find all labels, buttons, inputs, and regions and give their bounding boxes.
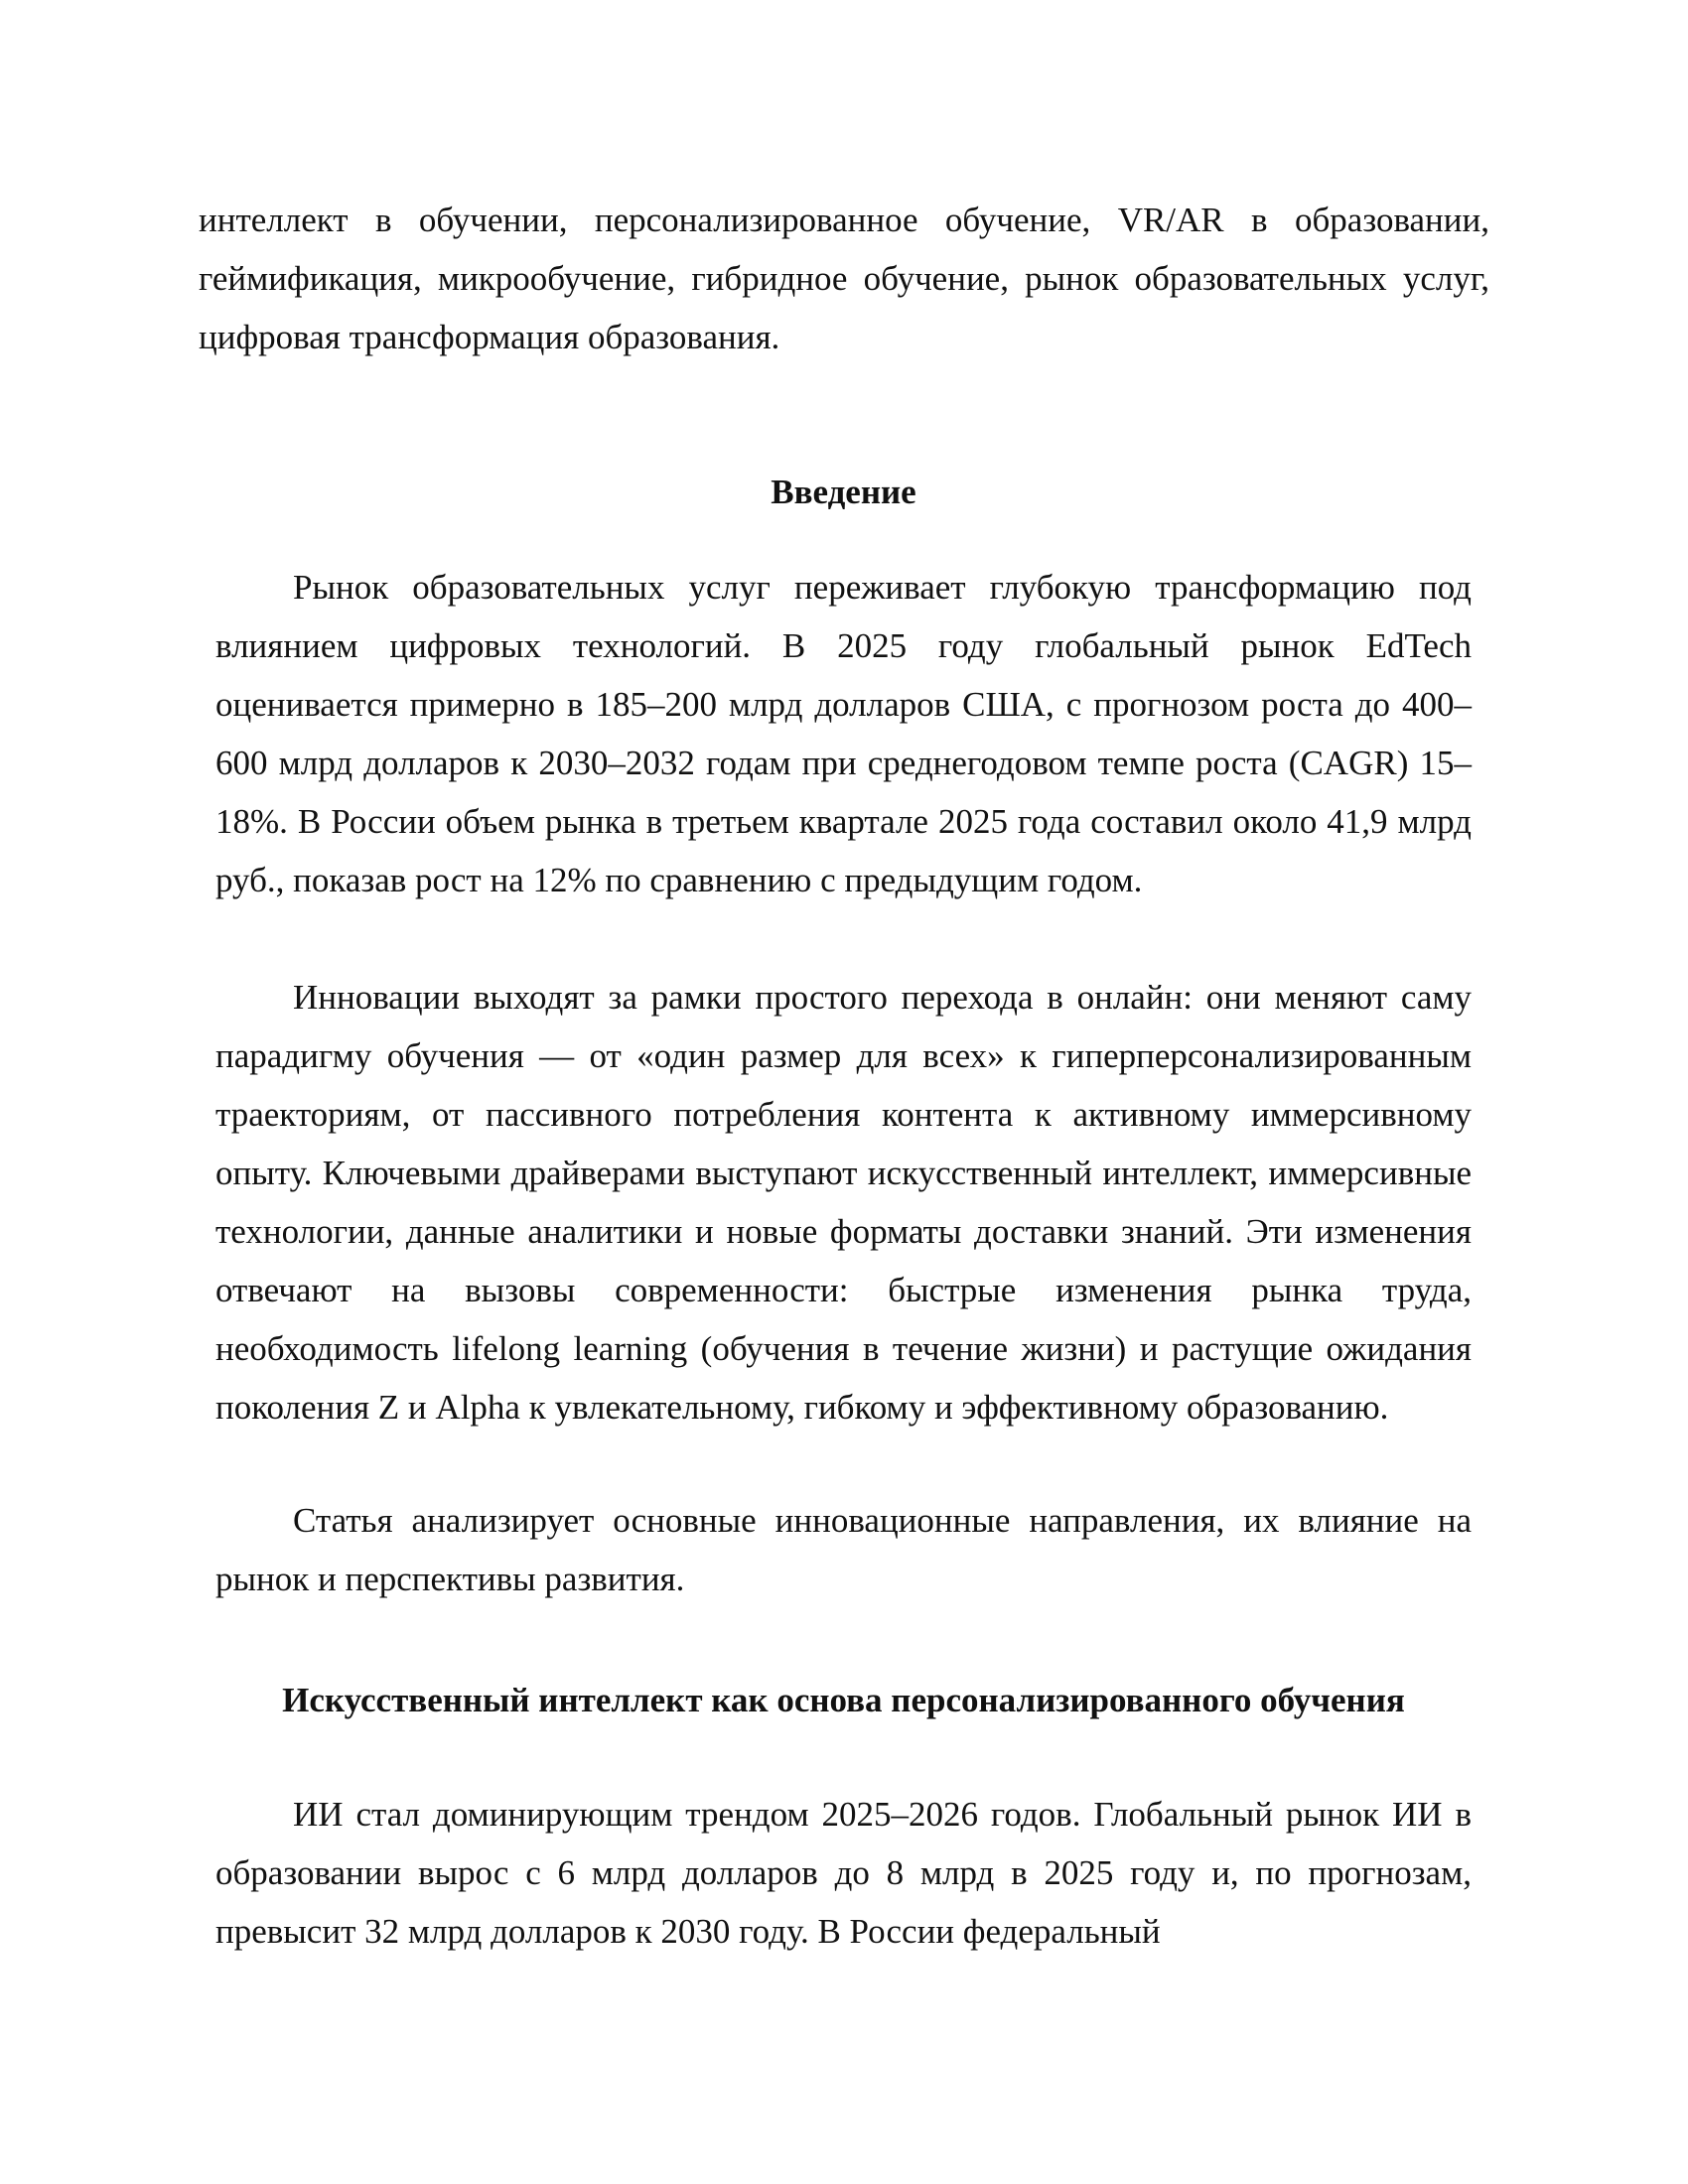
intro-paragraph-market: Рынок образовательных услуг переживает глубокую трансформацию под влиянием цифровых технологий. В 2025 году глобальный рынок EdTech оценивается примерно в 185–200 млрд долларов США, с прогнозом роста до 400–600 млрд долларов к 2030–2032 годам при среднегодовом темпе роста (CAGR) 15–18%. В России объем рынка в третьем квартале 2025 года составил около 41,9 млрд руб., показав рост на 12% по сравнению с предыдущим годом. <box>215 568 1472 899</box>
intro-paragraph-innovations: Инновации выходят за рамки простого перехода в онлайн: они меняют саму парадигму обучения — от «один размер для всех» к гиперперсонализированным траекториям, от пассивного потребления контента к активному иммерсивному опыту. Ключевыми драйверами выступают искусственный интеллект, иммерсивные технологии, данные аналитики и новые форматы доставки знаний. Эти изменения отвечают на вызовы современности: быстрые изменения рынка труда, необходимость lifelong learning (обучения в течение жизни) и растущие ожидания поколения Z и Alpha к увлекательному, гибкому и эффективному образованию. <box>215 978 1472 1427</box>
ai-paragraph-market: ИИ стал доминирующим трендом 2025–2026 годов. Глобальный рынок ИИ в образовании вырос с 6 млрд долларов до 8 млрд в 2025 году и, по прогнозам, превысит 32 млрд долларов к 2030 году. В России федеральный <box>215 1795 1472 1951</box>
keywords-continuation: интеллект в обучении, персонализированное обучение, VR/AR в образовании, геймификация, микрообучение, гибридное обучение, рынок образовательных услуг, цифровая трансформация образования. <box>199 201 1489 356</box>
section-heading-ai: Искусственный интеллект как основа персонализированного обучения <box>282 1681 1405 1719</box>
section-heading-intro: Введение <box>771 473 916 511</box>
intro-paragraph-article-scope: Статья анализирует основные инновационные направления, их влияние на рынок и перспективы развития. <box>215 1501 1472 1598</box>
